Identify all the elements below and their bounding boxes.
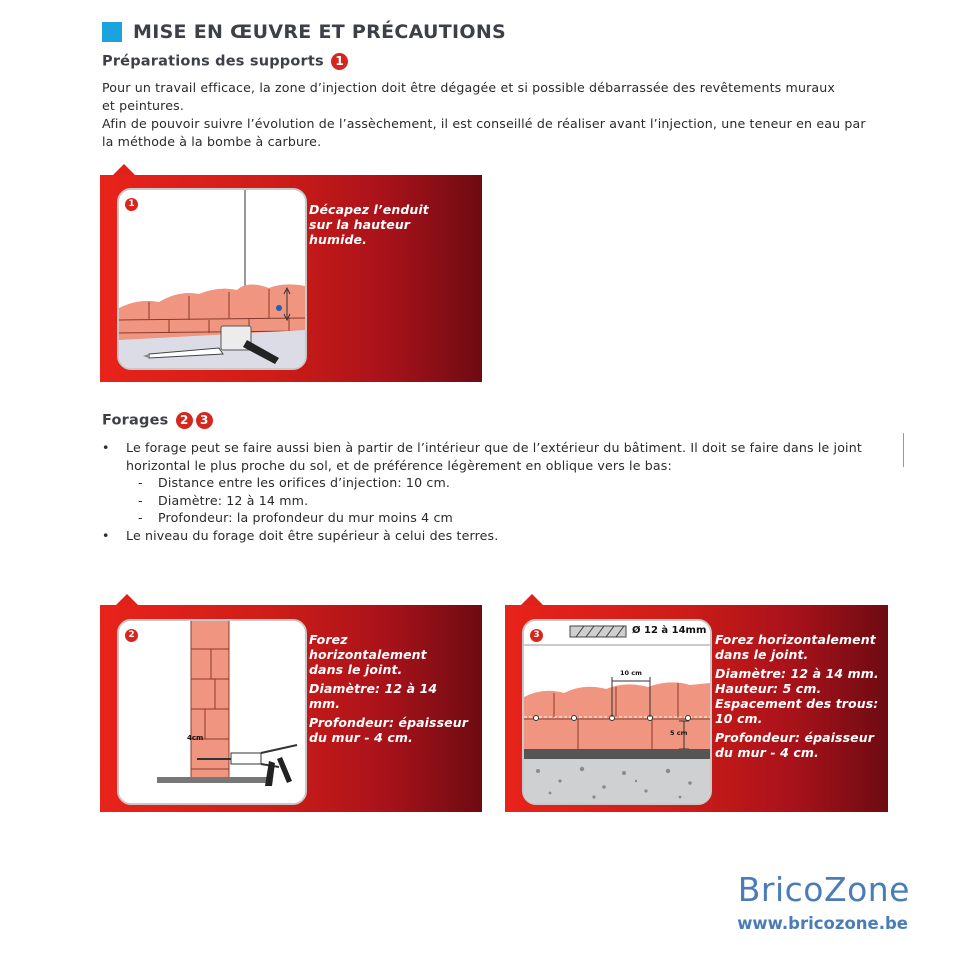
instruction-panel-3 xyxy=(505,605,888,812)
forages-list xyxy=(102,439,902,544)
sub-list-item xyxy=(102,509,902,527)
panel2-text xyxy=(309,632,469,745)
sub-list-item xyxy=(102,492,902,510)
panel-text-group xyxy=(309,715,469,745)
height-label: 5 cm xyxy=(670,729,688,737)
section-heading-supports xyxy=(102,53,348,70)
panel-text-line: Diamètre: 12 à 14 mm. xyxy=(309,681,438,711)
panel-text-line: dans le joint. xyxy=(309,662,403,677)
step-badge-2: 2 xyxy=(125,629,138,642)
illustration-hole-spacing xyxy=(522,619,712,805)
heading-text: Forages xyxy=(102,412,169,429)
brand-logo-text: BricoZone xyxy=(737,870,910,909)
panel-text-line: dans le joint. xyxy=(715,647,809,662)
list-item-line: Le forage peut se faire aussi bien à partir de l’intérieur que de l’extérieur du bâtiment. Il doit se faire dans le joint xyxy=(126,440,862,455)
dash-symbol: - xyxy=(138,510,143,525)
panel-text-line: sur la hauteur xyxy=(309,217,411,232)
paragraph-line: Pour un travail efficace, la zone d’injection doit être dégagée et si possible débarrassée des revêtements muraux xyxy=(102,80,836,95)
page-title: MISE EN ŒUVRE ET PRÉCAUTIONS xyxy=(133,21,507,43)
panel-text-line: 10 cm. xyxy=(715,711,763,726)
diameter-symbol: Ø xyxy=(632,625,641,636)
panel-text-group xyxy=(309,632,469,677)
sub-item-text: Distance entre les orifices d’injection: 10 cm. xyxy=(158,475,451,490)
margin-rule xyxy=(903,433,904,467)
section-square-marker xyxy=(102,22,122,42)
panel-text-group xyxy=(715,632,880,662)
heading-text: Préparations des supports xyxy=(102,53,324,70)
paragraph-line: Afin de pouvoir suivre l’évolution de l’assèchement, il est conseillé de réaliser avant l’injection, une teneur en eau par xyxy=(102,116,866,131)
step-badge-3: 3 xyxy=(530,629,543,642)
step-badge-3: 3 xyxy=(196,412,213,429)
dash-symbol: - xyxy=(138,475,143,490)
panel-text-line: Profondeur: épaisseur xyxy=(309,715,468,730)
list-item xyxy=(102,439,902,474)
hole-spacing-illustration xyxy=(524,621,710,803)
sub-list-item xyxy=(102,474,902,492)
list-item xyxy=(102,527,902,545)
panel-text-group xyxy=(715,666,880,726)
illustration-drill-joint xyxy=(117,619,307,805)
panel-text-line: Espacement des trous: xyxy=(715,696,879,711)
diameter-value: 12 à 14mm xyxy=(644,625,707,636)
step-badge-1: 1 xyxy=(125,198,138,211)
list-item-line: horizontal le plus proche du sol, et de préférence légèrement en oblique vers le bas: xyxy=(126,457,672,473)
plaster-removal-illustration xyxy=(119,190,305,368)
panel-text-line: Diamètre: 12 à 14 mm. xyxy=(715,666,879,681)
instruction-panel-2 xyxy=(100,605,482,812)
paragraph-line: et peintures. xyxy=(102,98,184,113)
bullet-symbol: • xyxy=(102,527,110,543)
list-item-line: Le niveau du forage doit être supérieur à celui des terres. xyxy=(126,527,499,543)
paragraph-line: la méthode à la bombe à carbure. xyxy=(102,134,322,149)
panel-text-line: humide. xyxy=(309,232,367,247)
section-heading-forages xyxy=(102,412,213,429)
bullet-symbol: • xyxy=(102,440,110,455)
panel-text-line: Forez horizontalement xyxy=(715,632,876,647)
panel-text-line: Forez horizontalement xyxy=(309,632,427,662)
illustration-strip-plaster xyxy=(117,188,307,370)
dimension-label-4cm: 4cm xyxy=(187,734,204,742)
panel-text-line: du mur - 4 cm. xyxy=(309,730,413,745)
supports-paragraph xyxy=(102,79,902,151)
panel1-text xyxy=(309,202,469,247)
step-badge-2: 2 xyxy=(176,412,193,429)
panel-text-line: Hauteur: 5 cm. xyxy=(715,681,822,696)
panel-text-group xyxy=(715,730,880,760)
instruction-panel-1 xyxy=(100,175,482,382)
brand-url: www.bricozone.be xyxy=(737,914,908,933)
panel-text-line: Décapez l’enduit xyxy=(309,202,429,217)
panel3-text xyxy=(715,632,880,760)
drilling-wall-illustration xyxy=(119,621,305,803)
panel-text-line: du mur - 4 cm. xyxy=(715,745,819,760)
diameter-label xyxy=(632,625,706,636)
spacing-label: 10 cm xyxy=(620,669,642,677)
step-badge-1: 1 xyxy=(331,53,348,70)
panel-text-line: Profondeur: épaisseur xyxy=(715,730,874,745)
sub-item-text: Profondeur: la profondeur du mur moins 4 cm xyxy=(158,510,453,525)
dash-symbol: - xyxy=(138,492,143,508)
sub-item-text: Diamètre: 12 à 14 mm. xyxy=(158,492,309,508)
